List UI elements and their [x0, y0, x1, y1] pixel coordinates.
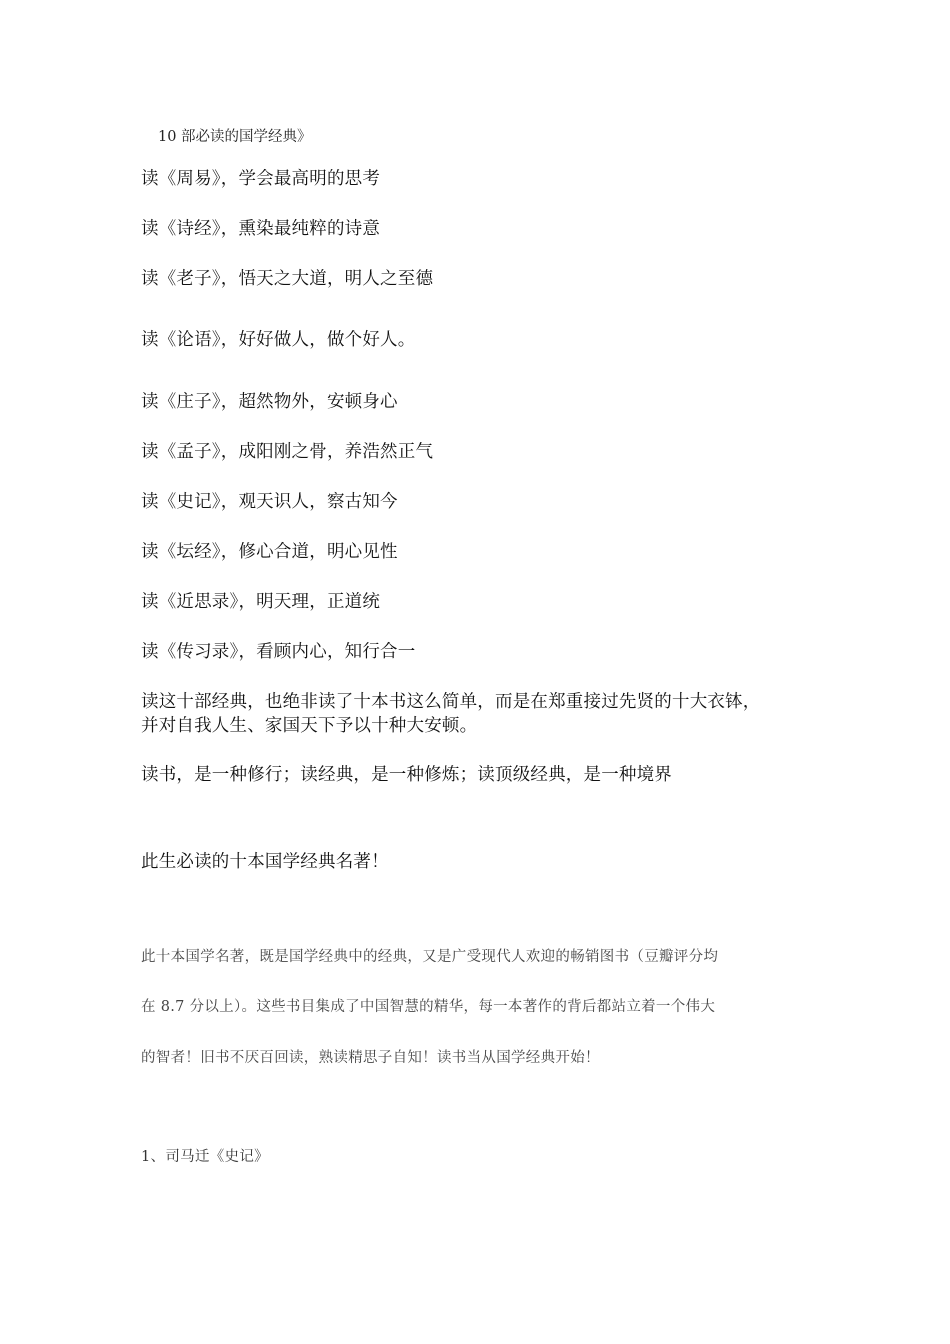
reading-line-zhouyi: 读《周易》，学会最高明的思考 — [141, 169, 381, 189]
intro-line-1: 此十本国学名著，既是国学经典中的经典，又是广受现代人欢迎的畅销图书（豆瓣评分均 — [141, 949, 719, 965]
reading-line-laozi: 读《老子》，悟天之大道，明人之至德 — [141, 269, 434, 289]
reading-line-jinsilu: 读《近思录》，明天理，正道统 — [141, 592, 381, 612]
reading-line-lunyu: 读《论语》，好好做人，做个好人。 — [141, 330, 416, 350]
intro-line-3: 的智者！旧书不厌百回读，熟读精思子自知！读书当从国学经典开始！ — [141, 1050, 600, 1066]
reading-line-mengzi: 读《孟子》，成阳刚之骨，养浩然正气 — [141, 442, 434, 462]
reading-line-tanjing: 读《坛经》，修心合道，明心见性 — [141, 542, 398, 562]
reading-line-shijing: 读《诗经》，熏染最纯粹的诗意 — [141, 219, 381, 239]
summary-line-1: 读这十部经典，也绝非读了十本书这么简单，而是在郑重接过先贤的十大衣钵， — [141, 692, 761, 712]
reading-line-chuanxilu: 读《传习录》，看顾内心，知行合一 — [141, 642, 416, 662]
reading-line-zhuangzi: 读《庄子》，超然物外，安顿身心 — [141, 392, 398, 412]
intro-line-2: 在 8.7 分以上）。这些书目集成了中国智慧的精华，每一本著作的背后都站立着一个伟大 — [141, 999, 716, 1015]
book-item-1: 1、司马迁《史记》 — [141, 1149, 269, 1165]
document-title: 10 部必读的国学经典》 — [158, 129, 312, 145]
reading-line-shiji: 读《史记》，观天识人，察古知今 — [141, 492, 398, 512]
reading-motto: 读书，是一种修行；读经典，是一种修炼；读顶级经典，是一种境界 — [141, 765, 672, 785]
section-heading: 此生必读的十本国学经典名著！ — [141, 852, 389, 872]
summary-line-2: 并对自我人生、家国天下予以十种大安顿。 — [141, 716, 478, 736]
